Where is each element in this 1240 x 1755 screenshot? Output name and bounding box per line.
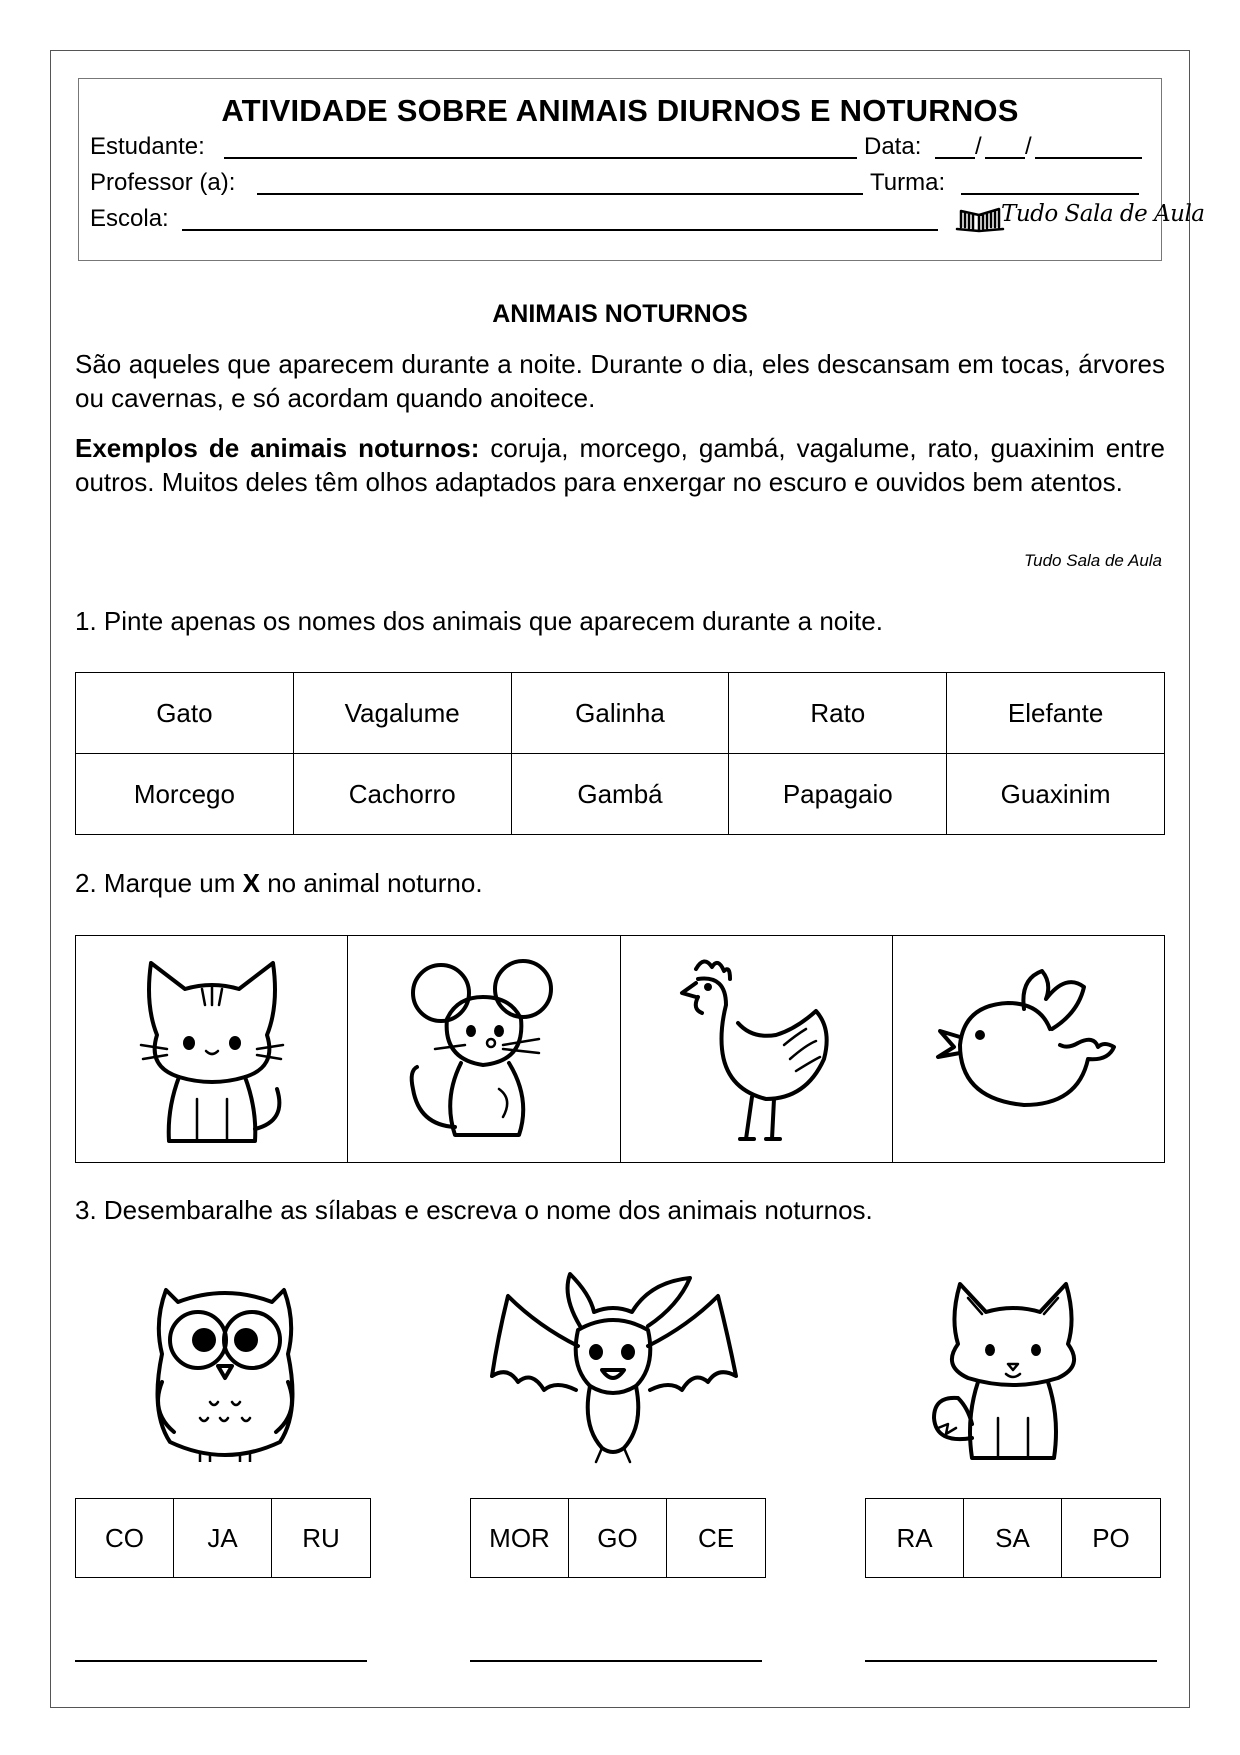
name-cell[interactable]: Guaxinim [947,754,1165,835]
picture-cell-cat[interactable] [76,936,348,1162]
logo-text: Tudo Sala de Aula [1001,201,1205,227]
name-cell[interactable]: Vagalume [293,673,511,754]
school-label: Escola: [90,205,169,232]
name-cell[interactable]: Rato [729,673,947,754]
question-2-prompt [75,868,483,899]
syllable-box-bat [470,1498,766,1578]
answer-line-owl[interactable] [75,1660,367,1662]
name-cell[interactable]: Morcego [76,754,294,835]
animal-pictures-row [75,935,1165,1163]
date-separator: / [1025,133,1032,160]
owl-picture [140,1262,310,1462]
mouse-drawing [399,949,569,1149]
teacher-name-line[interactable] [257,193,863,195]
bat-drawing [478,1266,748,1466]
section-title: ANIMAIS NOTURNOS [492,300,748,328]
examples-paragraph [75,431,1165,499]
question-3-prompt: 3. Desembaralhe as sílabas e escreva o nome dos animais noturnos. [75,1195,873,1225]
picture-cell-bird[interactable] [893,936,1164,1162]
animal-names-table [75,672,1165,835]
syllable-cell: JA [174,1499,272,1577]
bird-drawing [928,949,1128,1149]
teacher-label: Professor (a): [90,169,236,196]
worksheet-title: ATIVIDADE SOBRE ANIMAIS DIURNOS E NOTURNOS [221,93,1019,128]
syllable-cell: SA [964,1499,1062,1577]
syllable-cell: CE [697,1522,735,1553]
name-cell[interactable]: Galinha [511,673,729,754]
fox-drawing [928,1268,1098,1468]
cat-drawing [127,949,297,1149]
q2-text-bold: X [242,868,260,898]
bat-picture [478,1266,748,1466]
brand-logo [955,199,1205,237]
school-name-line[interactable] [182,229,938,231]
class-line[interactable] [961,193,1139,195]
name-cell[interactable]: Gambá [511,754,729,835]
answer-line-bat[interactable] [470,1660,762,1662]
syllable-cell: RA [866,1499,964,1577]
syllable-cell: CO [76,1499,174,1577]
syllable-box-owl [75,1498,371,1578]
date-separator: / [975,133,982,160]
date-year-line[interactable] [1035,157,1142,159]
q2-text-before: 2. Marque um [75,868,243,898]
syllable-cell: RU [302,1522,340,1553]
hen-drawing [656,949,856,1149]
picture-cell-mouse[interactable] [348,936,620,1162]
header-box [78,78,1205,261]
intro-paragraph: São aqueles que aparecem durante a noite. Durante o dia, eles descansam em tocas, árvores ou cavernas, e só acordam quando anoitece. [75,349,1165,413]
student-name-line[interactable] [224,157,857,159]
book-icon [955,203,1005,235]
syllable-cell: PO [1092,1522,1130,1553]
answer-line-fox[interactable] [865,1660,1157,1662]
class-label: Turma: [870,169,946,196]
name-cell[interactable]: Elefante [947,673,1165,754]
owl-drawing [140,1262,310,1462]
student-label: Estudante: [90,133,205,160]
credit-text: Tudo Sala de Aula [1024,551,1162,570]
syllable-cell: GO [569,1499,667,1577]
date-label: Data: [864,133,922,160]
name-cell[interactable]: Cachorro [293,754,511,835]
fox-picture [928,1268,1098,1468]
name-cell[interactable]: Gato [76,673,294,754]
date-day-line[interactable] [935,157,975,159]
name-cell[interactable]: Papagaio [729,754,947,835]
table-row [76,673,1165,754]
q2-text-after: no animal noturno. [259,868,483,898]
picture-cell-hen[interactable] [621,936,893,1162]
date-month-line[interactable] [985,157,1025,159]
examples-text: coruja, morcego, gambá, vagalume, rato, guaxinim entre outros. Muitos deles têm olhos adaptados para enxergar no escuro e ouvidos bem atentos. [75,433,1165,497]
syllable-box-fox [865,1498,1161,1578]
table-row [76,754,1165,835]
syllable-cell: MOR [471,1499,569,1577]
question-1-prompt: 1. Pinte apenas os nomes dos animais que aparecem durante a noite. [75,606,883,636]
examples-label: Exemplos de animais noturnos: [75,433,480,463]
